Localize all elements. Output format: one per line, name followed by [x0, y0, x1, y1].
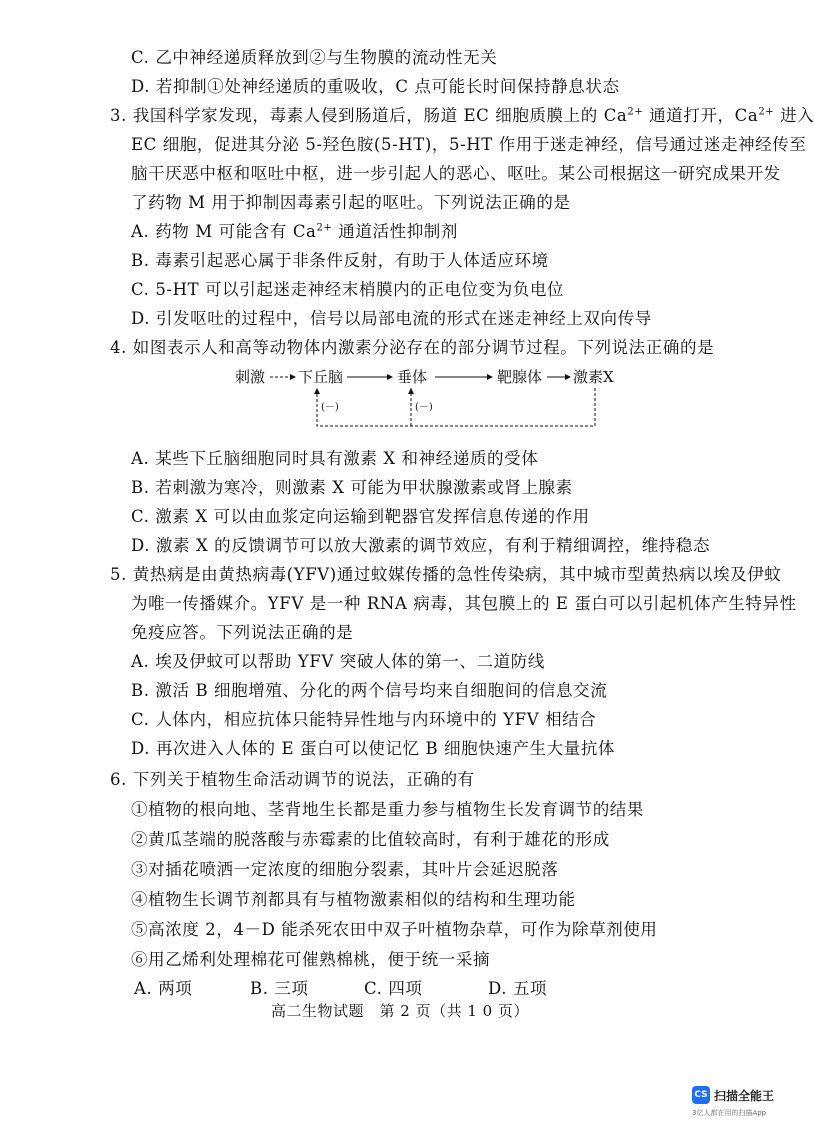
q6-choice-d: D. 五项 — [488, 979, 548, 998]
q5-stem-line2: 为唯一传播媒介。YFV 是一种 RNA 病毒，其包膜上的 E 蛋白可以引起机体产生特异性 — [131, 594, 797, 613]
node-target-gland: 靶腺体 — [497, 368, 543, 386]
q6-item-2: ②黄瓜茎端的脱落酸与赤霉素的比值较高时，有利于雄花的形成 — [131, 830, 610, 849]
q6-item-4: ④植物生长调节剂都具有与植物激素相似的结构和生理功能 — [131, 890, 576, 909]
negative-mark-1: (－) — [321, 402, 339, 413]
q4-option-d: D. 激素 X 的反馈调节可以放大激素的调节效应，有利于精细调控，维持稳态 — [131, 536, 711, 555]
q4-stem: 4. 如图表示人和高等动物体内激素分泌存在的部分调节过程。下列说法正确的是 — [110, 338, 715, 357]
arrowhead-4 — [565, 374, 571, 380]
watermark-tagline: 3亿人都在用的扫描App — [692, 1109, 767, 1117]
q6-stem: 6. 下列关于植物生命活动调节的说法，正确的有 — [110, 770, 475, 789]
q3-stem-line2: EC 细胞，促进其分泌 5-羟色胺(5-HT)，5-HT 作用于迷走神经，信号通过迷走神经传至 — [131, 135, 807, 154]
arrowhead-3 — [487, 374, 493, 380]
prev-option-d: D. 若抑制①处神经递质的重吸收，C 点可能长时间保持静息状态 — [131, 77, 620, 96]
node-hypothalamus: 下丘脑 — [298, 368, 344, 386]
q6-choice-c: C. 四项 — [364, 979, 423, 998]
feedback-loop-line — [317, 388, 595, 426]
q3-stem-line3: 脑干厌恶中枢和呕吐中枢，进一步引起人的恶心、呕吐。某公司根据这一研究成果开发 — [131, 164, 781, 183]
node-pituitary: 垂体 — [397, 368, 428, 386]
q5-stem-line3: 免疫应答。下列说法正确的是 — [131, 623, 354, 642]
q4-option-a: A. 某些下丘脑细胞同时具有激素 X 和神经递质的受体 — [131, 449, 539, 468]
q6-choice-b: B. 三项 — [250, 979, 309, 998]
page-footer: 高二生物试题 第 2 页（共 1 0 页） — [271, 1002, 529, 1020]
node-stimulus: 刺激 — [235, 368, 266, 386]
q3-stem-line4: 了药物 M 用于抑制因毒素引起的呕吐。下列说法正确的是 — [131, 193, 571, 212]
q5-option-a: A. 埃及伊蚊可以帮助 YFV 突破人体的第一、二道防线 — [131, 652, 545, 671]
q6-item-6: ⑥用乙烯利处理棉花可催熟棉桃，便于统一采摘 — [131, 950, 491, 969]
q3-option-d: D. 引发呕吐的过程中，信号以局部电流的形式在迷走神经上双向传导 — [131, 309, 652, 328]
q4-option-b: B. 若刺激为寒冷，则激素 X 可能为甲状腺激素或肾上腺素 — [131, 478, 573, 497]
negative-mark-2: (－) — [415, 402, 433, 413]
feedback-arrowhead-hypothalamus — [314, 388, 320, 394]
q3-option-c: C. 5-HT 可以引起迷走神经末梢膜内的正电位变为负电位 — [131, 280, 565, 299]
arrowhead-2 — [387, 374, 393, 380]
watermark-name: 扫描全能王 — [714, 1089, 775, 1103]
q3-option-b: B. 毒素引起恶心属于非条件反射，有助于人体适应环境 — [131, 251, 549, 270]
q5-stem-line1: 5. 黄热病是由黄热病毒(YFV)通过蚊媒传播的急性传染病，其中城市型黄热病以埃及伊蚊 — [110, 565, 782, 584]
hormone-regulation-diagram — [235, 364, 635, 434]
q6-item-3: ③对插花喷洒一定浓度的细胞分裂素，其叶片会延迟脱落 — [131, 860, 559, 879]
q3-stem-line1: 3. 我国科学家发现，毒素人侵到肠道后，肠道 EC 细胞质膜上的 $Ca^{2+}$ 通道打开，$Ca^{2+}$ 进入 — [110, 106, 814, 125]
q3-option-a: A. 药物 M 可能含有 $Ca^{2+}$ 通道活性抑制剂 — [131, 222, 458, 241]
q6-choice-a: A. 两项 — [134, 979, 193, 998]
camscanner-logo-icon: CS — [692, 1086, 710, 1104]
q4-option-c: C. 激素 X 可以由血浆定向运输到靶器官发挥信息传递的作用 — [131, 507, 590, 526]
arrowhead-1 — [290, 374, 296, 380]
q5-option-b: B. 激活 B 细胞增殖、分化的两个信号均来自细胞间的信息交流 — [131, 681, 608, 700]
q5-option-c: C. 人体内，相应抗体只能特异性地与内环境中的 YFV 相结合 — [131, 710, 597, 729]
feedback-arrowhead-pituitary — [408, 388, 414, 394]
q6-item-1: ①植物的根向地、茎背地生长都是重力参与植物生长发育调节的结果 — [131, 800, 644, 819]
q5-option-d: D. 再次进入人体的 E 蛋白可以使记忆 B 细胞快速产生大量抗体 — [131, 739, 616, 758]
q6-item-5: ⑤高浓度 2，4－D 能杀死农田中双子叶植物杂草，可作为除草剂使用 — [131, 920, 658, 939]
node-hormone-x: 激素X — [573, 368, 614, 386]
prev-option-c: C. 乙中神经递质释放到②与生物膜的流动性无关 — [131, 48, 498, 67]
